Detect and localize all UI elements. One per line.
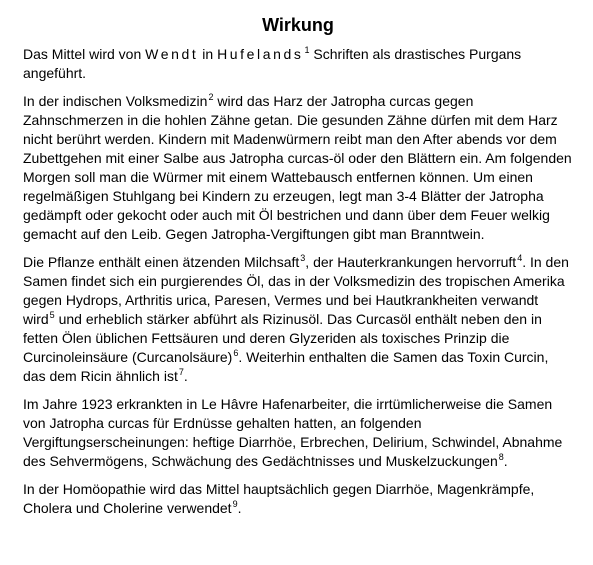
- text: . In den Samen findet sich ein purgierendes Öl, das in der Volksmedizin des tropischen Amerika gegen Hydrops, Arthritis urica, Paresen, Vermes und bei Hautkrankheiten verwandt wird: [23, 254, 569, 327]
- footnote-ref-7: 7: [178, 367, 184, 377]
- paragraph-4: [23, 395, 573, 471]
- footnote-ref-5: 5: [49, 310, 55, 320]
- footnote-ref-4: 4: [517, 253, 523, 263]
- text: Im Jahre 1923 erkrankten in Le Hâvre Hafenarbeiter, die irrtümlicherweise die Samen von Jatropha curcas für Erdnüsse gehalten hatten, an folgenden Vergiftungserscheinungen: heftige Diarrhöe, Erbrechen, Delirium, Schwindel, Abnahme des Sehvermögens, Schwächung des Gedächtnisses und Muskelzuckungen: [23, 396, 563, 469]
- text: .: [237, 500, 242, 516]
- text: .: [183, 368, 188, 384]
- footnote-ref-8: 8: [498, 452, 504, 462]
- text: Das Mittel wird von: [23, 46, 146, 62]
- text: wird das Harz der Jatropha curcas gegen Zahnschmerzen in die hohlen Zähne getan. Die gesunden Zähne dürfen mit dem Harz nicht berührt werden. Kindern mit Madenwürmern reibt man den After abends vor dem Zubettgehen mit einer Salbe aus Jatropha curcas-öl oder den Blättern ein. Am folgenden Morgen soll man die Würmer mit einem Wattebausch entfernen können. Um einen regelmäßigen Stuhlgang bei Kindern zu erzeugen, legt man 3-4 Blätter der Jatropha gedämpft oder gekocht oder auch mit Öl bestrichen und dann über dem Feuer welkig gemacht auf den Leib. Gegen Jatropha-Vergiftungen gibt man Branntwein.: [23, 93, 572, 242]
- text: In der Homöopathie wird das Mittel hauptsächlich gegen Diarrhöe, Magenkrämpfe, Cholera und Cholerine verwendet: [23, 481, 535, 516]
- author-name: Hufelands: [217, 46, 304, 62]
- text: . Weiterhin enthalten die Samen das Toxin Curcin, das dem Ricin ähnlich ist: [23, 349, 549, 384]
- paragraph-3: [23, 253, 573, 386]
- footnote-ref-9: 9: [232, 499, 238, 509]
- text: .: [503, 453, 508, 469]
- text: In der indischen Volksmedizin: [23, 93, 208, 109]
- text: und erheblich stärker abführt als Rizinusöl. Das Curcasöl enthält neben den in fetten Ölen üblichen Fettsäuren und deren Glyzeriden als toxisches Prinzip die Curcinoleinsäure (Curcanolsäure): [23, 311, 542, 365]
- footnote-ref-3: 3: [300, 253, 306, 263]
- footnote-ref-2: 2: [208, 92, 214, 102]
- paragraph-5: [23, 480, 573, 518]
- text: Die Pflanze enthält einen ätzenden Milchsaft: [23, 254, 300, 270]
- paragraph-2: [23, 92, 573, 244]
- paragraph-1: [23, 45, 573, 83]
- text: , der Hauterkrankungen hervorruft: [305, 254, 517, 270]
- section-title: Wirkung: [262, 15, 334, 35]
- text: in: [198, 46, 218, 62]
- author-name: Wendt: [145, 46, 199, 62]
- footnote-ref-6: 6: [233, 348, 239, 358]
- footnote-ref-1: 1: [304, 45, 310, 55]
- text: Schriften als drastisches Purgans angeführt.: [23, 46, 522, 81]
